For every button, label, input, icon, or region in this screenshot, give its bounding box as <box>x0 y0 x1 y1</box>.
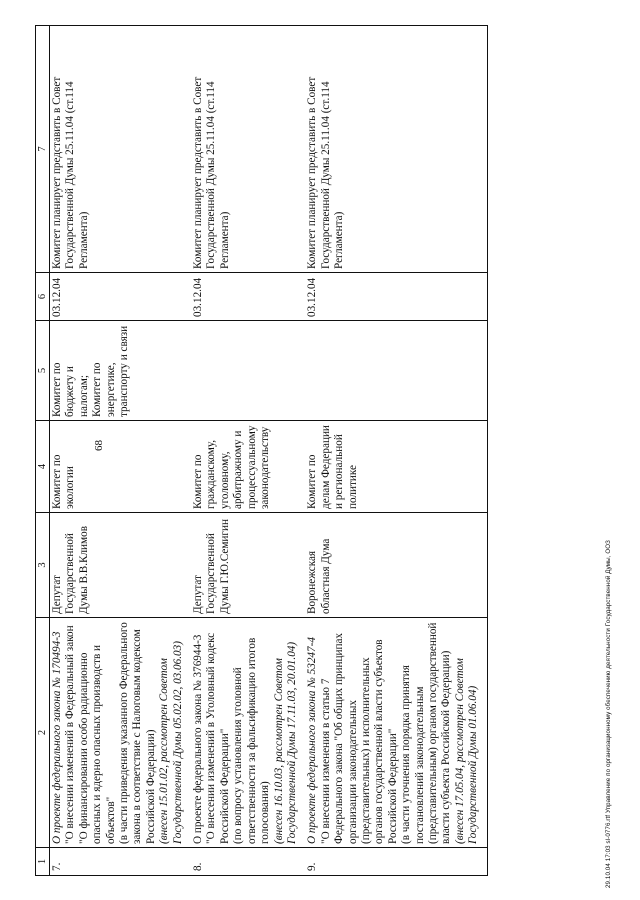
initiator-cell: Депутат Государственной Думы Г.Ю.Семигин <box>191 513 305 618</box>
table-row <box>191 26 305 876</box>
committee-cell: Комитет по экологии <box>50 421 192 513</box>
date-cell: 03.12.04 <box>191 273 305 321</box>
date-cell: 03.12.04 <box>50 273 192 321</box>
header-row <box>36 26 50 876</box>
row-number: 9. <box>305 848 487 876</box>
committee-cell: Комитет по гражданскому, уголовному, арбитражному и процессуальному законодательству <box>191 421 305 513</box>
bill-note: (внесен 16.10.03, рассмотрен Советом Государственной Думы 17.11.03, 20.01.04) <box>272 641 298 844</box>
bill-note: (внесен 15.01.02, рассмотрен Советом Государственной Думы 05.02.02, 03.06.03) <box>158 641 184 844</box>
plan-cell: Комитет планирует представить в Совет Государственной Думы 25.11.04 (ст.114 Регламента) <box>305 26 487 273</box>
bills-table <box>35 25 488 876</box>
initiator-cell: Воронежская областная Дума <box>305 513 487 618</box>
bill-title: О проекте федерального закона № 170494-3 <box>51 631 63 844</box>
co-committee-cell: Комитет по бюджету и налогам; Комитет по энергетике, транспорту и связи <box>50 321 192 421</box>
bill-body: "О внесении изменений в Федеральный закон "О финансировании особо радиационно опасных и ядерно опасных производств и объектов" (в части приведения указанного Федерального закона в соответствие с Налоговым кодексом Российской Федерации) <box>64 622 157 844</box>
column-header: 1 <box>36 848 50 876</box>
column-header: 5 <box>36 321 50 421</box>
date-cell: 03.12.04 <box>305 273 487 321</box>
bill-description <box>305 618 487 848</box>
column-header: 7 <box>36 26 50 273</box>
column-header: 2 <box>36 618 50 848</box>
co-committee-cell <box>305 321 487 421</box>
table-row <box>305 26 487 876</box>
row-number: 7. <box>50 848 192 876</box>
bill-note: (внесен 17.05.04, рассмотрен Советом Государственной Думы 01.06.04) <box>453 658 480 844</box>
table-row <box>50 26 192 876</box>
bill-body: "О внесении изменения в статью 7 Федерального закона "Об общих принципах организации законодательных (представительных) и исполнительных органов государственной власти субъектов Российской Федерации" (в части уточнения порядка принятия постановлений законодательным (представительным) органом государственной власти субъекта Российской Федерации) <box>319 622 453 844</box>
footer-note: 29.10.04 17:03 sl-0776.rtf Управление по организационному обеспечению деятельности Государственной Думы, ООЗ <box>605 540 612 888</box>
co-committee-cell <box>191 321 305 421</box>
column-header: 3 <box>36 513 50 618</box>
plan-cell: Комитет планирует представить в Совет Государственной Думы 25.11.04 (ст.114 Регламента) <box>191 26 305 273</box>
rotated-document <box>35 26 585 876</box>
row-number: 8. <box>191 848 305 876</box>
column-header: 4 <box>36 421 50 513</box>
table-body <box>50 26 488 876</box>
page-number: 68 <box>93 440 105 451</box>
committee-cell: Комитет по делам Федерации и региональной политике <box>305 421 487 513</box>
plan-cell: Комитет планирует представить в Совет Государственной Думы 25.11.04 (ст.114 Регламента) <box>50 26 192 273</box>
initiator-cell: Депутат Государственной Думы В.В.Климов <box>50 513 192 618</box>
bill-description <box>191 618 305 848</box>
column-header: 6 <box>36 273 50 321</box>
bill-title: О проекте федерального закона № 53247-4 <box>306 637 319 844</box>
bill-body: О проекте федерального закона № 376944-3 "О внесении изменений в Уголовный кодекс Российской Федерации" (по вопросу установления уголовной ответственности за фальсификацию итогов голосования) <box>192 632 272 844</box>
bill-description <box>50 618 192 848</box>
